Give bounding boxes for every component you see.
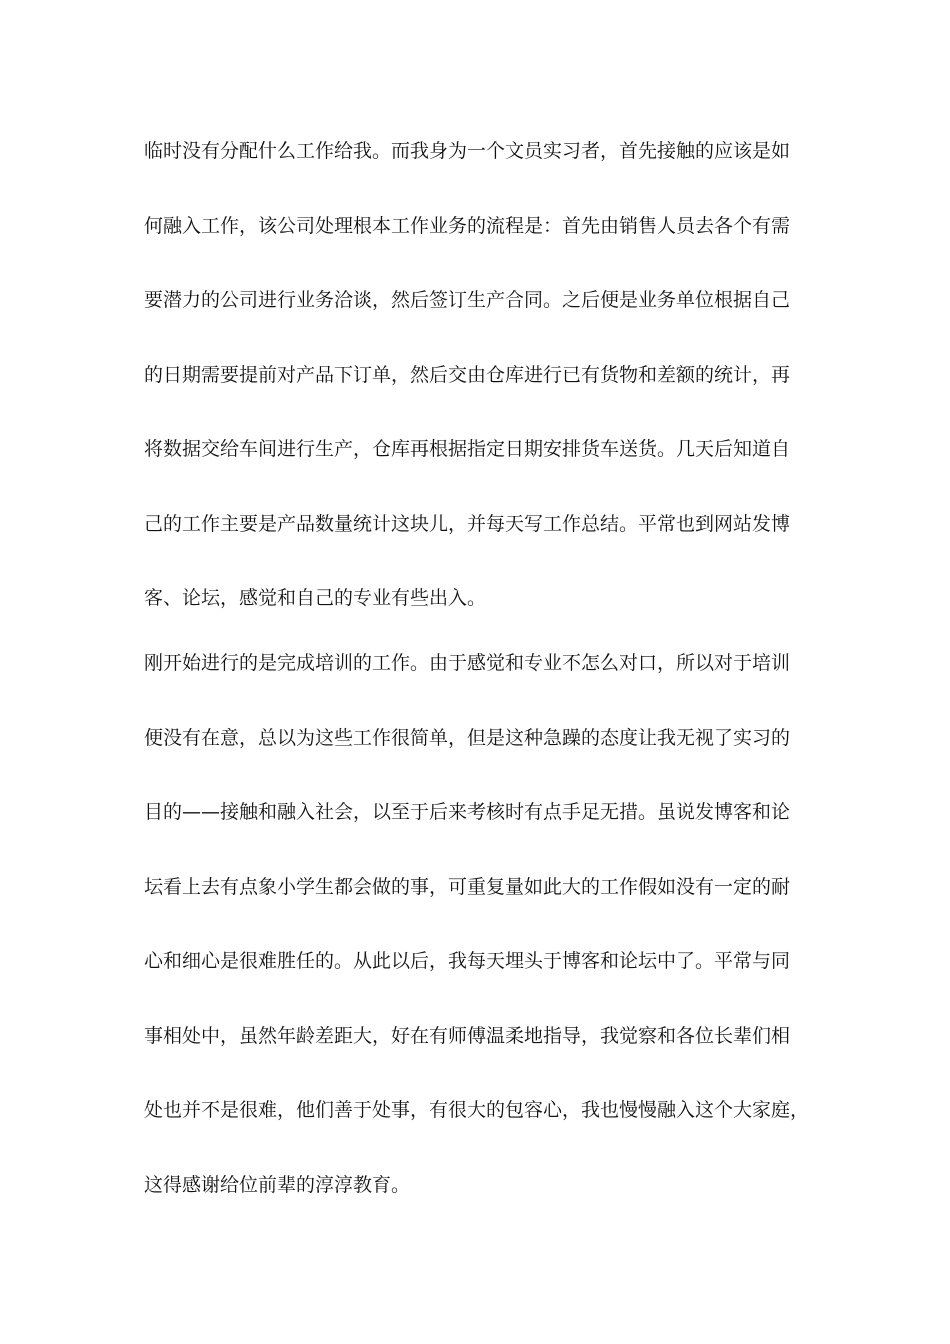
paragraph-1 [144, 139, 824, 634]
text-line: 要潜力的公司进行业务洽谈，然后签订生产合同。之后便是业务单位根据自己 [144, 289, 791, 311]
text-line: 的日期需要提前对产品下订单，然后交由仓库进行已有货物和差额的统计，再 [144, 363, 791, 386]
text-line: 将数据交给车间进行生产，仓库再根据指定日期安排货车送货。几天后知道自 [144, 438, 791, 460]
text-line: 刚开始进行的是完成培训的工作。由于感觉和专业不怎么对口，所以对于培训 [144, 652, 791, 674]
text-line: 何融入工作，该公司处理根本工作业务的流程是：首先由销售人员去各个有需 [144, 214, 791, 237]
text-line: 这得感谢给位前辈的淳淳教育。 [144, 1173, 411, 1196]
text-line: 临时没有分配什么工作给我。而我身为一个文员实习者，首先接触的应该是如 [144, 140, 791, 162]
text-line: 己的工作主要是产品数量统计这块儿，并每天写工作总结。平常也到网站发博 [144, 512, 791, 535]
text-line: 客、论坛，感觉和自己的专业有些出入。 [144, 587, 487, 609]
paragraph-2 [144, 651, 824, 1221]
text-line: 坛看上去有点象小学生都会做的事，可重复量如此大的工作假如没有一定的耐 [144, 875, 791, 898]
text-line: 处也并不是很难，他们善于处事，有很大的包容心，我也慢慢融入这个大家庭， [144, 1099, 810, 1121]
text-line: 便没有在意，总以为这些工作很简单，但是这种急躁的态度让我无视了实习的 [144, 726, 791, 749]
text-line: 心和细心是很难胜任的。从此以后，我每天埋头于博客和论坛中了。平常与同 [144, 950, 791, 972]
text-line: 目的——接触和融入社会，以至于后来考核时有点手足无措。虽说发博客和论 [144, 801, 791, 823]
text-line: 事相处中，虽然年龄差距大，好在有师傅温柔地指导，我觉察和各位长辈们相 [144, 1024, 791, 1047]
